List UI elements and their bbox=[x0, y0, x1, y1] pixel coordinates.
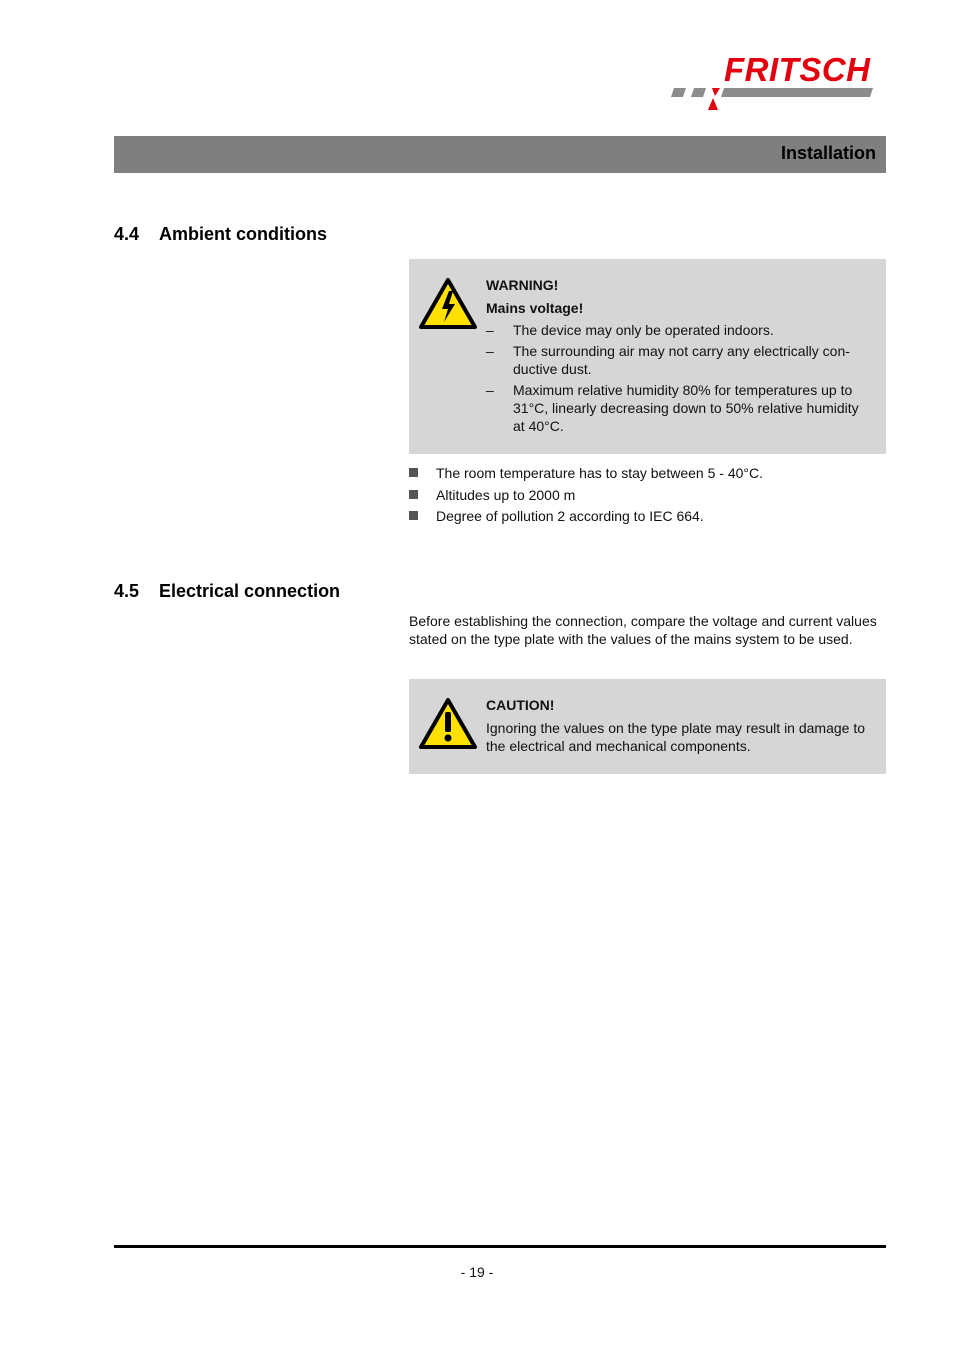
caution-box bbox=[409, 679, 886, 774]
warning-list bbox=[486, 321, 872, 435]
caution-label: CAUTION! bbox=[486, 697, 555, 713]
list-item: Altitudes up to 2000 m bbox=[409, 486, 763, 508]
caution-content bbox=[486, 696, 872, 755]
electrical-connection-paragraph: Before establishing the connection, compare the voltage and current values stated on the type plate with the values of the mains system to be used. bbox=[409, 613, 877, 647]
square-bullet-icon bbox=[409, 511, 418, 520]
page-number: - 19 - bbox=[460, 1264, 494, 1280]
section-title: Electrical connection bbox=[159, 581, 341, 601]
warning-content bbox=[486, 276, 872, 438]
warning-label: WARNING! bbox=[486, 277, 559, 293]
square-bullet-icon bbox=[409, 490, 418, 499]
section-heading-electrical-connection bbox=[114, 581, 340, 602]
fritsch-logo bbox=[668, 52, 888, 114]
footer-rule bbox=[114, 1245, 886, 1248]
caution-text: Ignoring the values on the type plate may result in damage to the electrical and mechanical components. bbox=[486, 720, 866, 754]
square-bullet-icon bbox=[409, 468, 418, 477]
warning-box bbox=[409, 259, 886, 454]
warning-item: – Maximum relative humidity 80% for temperatures up to 31°C, linearly decreasing down to 50% relative humidity at 40°C. bbox=[486, 382, 859, 434]
chapter-header-bar bbox=[114, 136, 886, 173]
warning-item: – The surrounding air may not carry any electrically con-ductive dust. bbox=[486, 343, 850, 377]
section-heading-ambient-conditions bbox=[114, 224, 327, 245]
exclamation-warning-icon bbox=[418, 697, 478, 750]
logo-wordmark: FRITSCH bbox=[724, 51, 871, 88]
chapter-title: Installation bbox=[780, 143, 876, 163]
electrical-hazard-icon bbox=[418, 277, 478, 330]
warning-item: – The device may only be operated indoors. bbox=[486, 322, 774, 338]
section-number: 4.4 bbox=[114, 224, 140, 244]
section-title: Ambient conditions bbox=[159, 224, 327, 244]
logo-stripes bbox=[668, 52, 888, 114]
section-number: 4.5 bbox=[114, 581, 140, 601]
list-item: Degree of pollution 2 according to IEC 664. bbox=[409, 507, 763, 529]
list-item: The room temperature has to stay between 5 - 40°C. bbox=[409, 464, 763, 486]
warning-subtitle: Mains voltage! bbox=[486, 300, 584, 316]
ambient-conditions-list bbox=[409, 464, 763, 529]
